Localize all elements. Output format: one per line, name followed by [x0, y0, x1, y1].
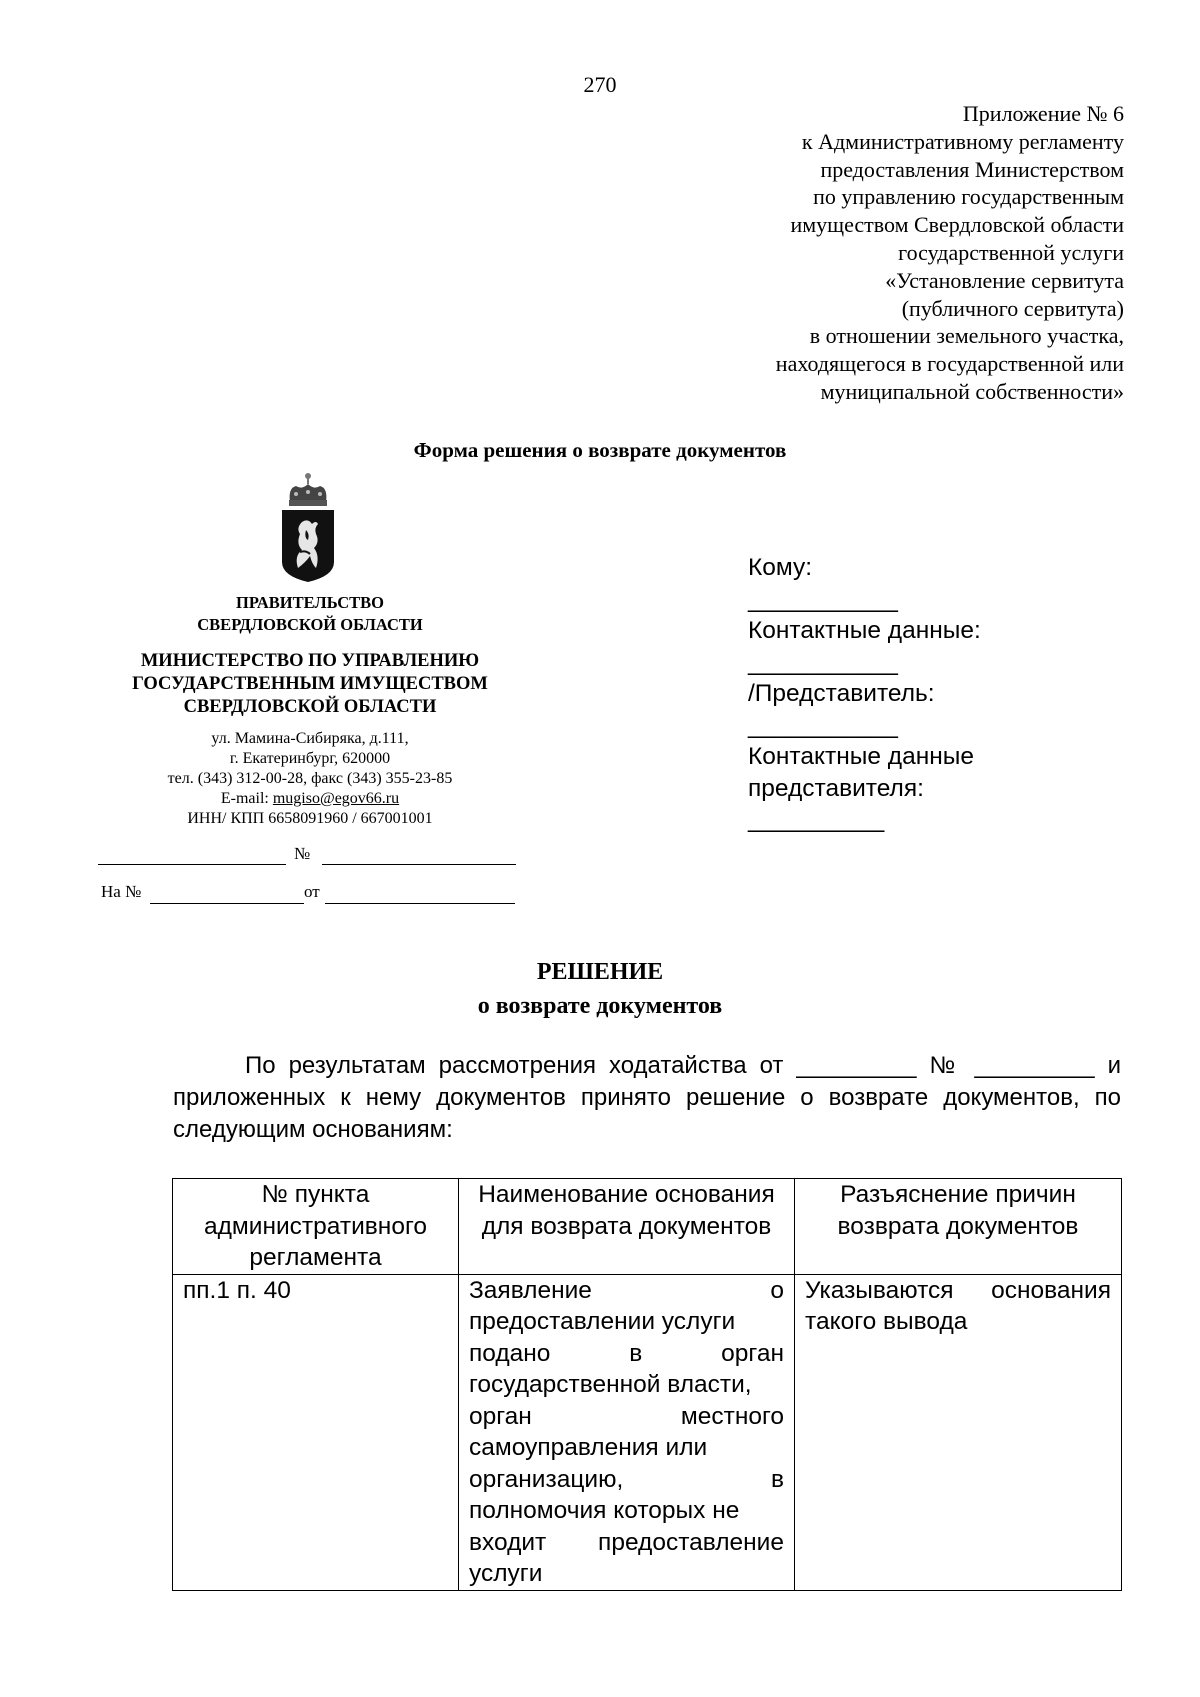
email-label: E-mail: [220, 790, 273, 807]
appendix-line: «Установление сервитута [885, 267, 1124, 293]
reference-line [101, 882, 515, 906]
registration-number-line [98, 844, 516, 868]
email-line [85, 789, 535, 809]
reference-number-blank [150, 903, 304, 904]
reason-line: предоставлении услуги [469, 1308, 736, 1335]
address-line: г. Екатеринбург, 620000 [229, 750, 391, 767]
appendix-line: Приложение № 6 [962, 101, 1124, 126]
recipient-label: Кому: [748, 554, 813, 581]
reason-line: орган местного [469, 1402, 784, 1430]
appendix-line: предоставления Министерством [820, 156, 1124, 182]
explanation-cell [795, 1274, 1122, 1590]
government-name [85, 592, 535, 636]
phone-line: тел. (343) 312-00-28, факс (343) 355-23-85 [167, 770, 453, 787]
column-header: Наименование основания для возврата документов [459, 1179, 795, 1275]
contact-label: Контактные данные: [748, 617, 981, 644]
government-line: СВЕРДЛОВСКОЙ ОБЛАСТИ [197, 615, 423, 634]
recipient-blank: ___________ [748, 585, 898, 613]
column-header: № пункта административного регламента [173, 1179, 459, 1275]
email-link[interactable]: mugiso@egov66.ru [272, 790, 400, 807]
appendix-line: муниципальной собственности» [820, 378, 1124, 404]
inn-line: ИНН/ КПП 6658091960 / 667001001 [187, 810, 433, 827]
reason-line: полномочия которых не [469, 1497, 740, 1524]
contact-details [85, 729, 535, 829]
reference-date-blank [325, 903, 515, 904]
appendix-line: по управлению государственным [813, 184, 1124, 210]
representative-contact-blank: __________ [748, 806, 885, 833]
column-header: Разъяснение причин возврата документов [795, 1179, 1122, 1275]
reason-line: подано в орган [469, 1339, 784, 1367]
reason-line: государственной власти, [469, 1371, 752, 1398]
representative-contact-label: Контактные данные [748, 743, 975, 770]
contact-blank: ___________ [748, 648, 898, 676]
appendix-line: к Административному регламенту [801, 128, 1124, 154]
reason-line: входит предоставление [469, 1528, 784, 1556]
representative-blank: ___________ [748, 711, 898, 739]
page-number: 270 [583, 72, 617, 97]
table-row [173, 1274, 1122, 1590]
address-line: ул. Мамина-Сибиряка, д.111, [211, 730, 409, 747]
ministry-line: МИНИСТЕРСТВО ПО УПРАВЛЕНИЮ [140, 651, 480, 671]
reason-line: услуги [469, 1560, 543, 1587]
decision-heading [0, 955, 1200, 1023]
ministry-line: ГОСУДАРСТВЕННЫМ ИМУЩЕСТВОМ [132, 674, 488, 694]
reference-label: На № [101, 882, 142, 901]
reason-cell [459, 1274, 795, 1590]
date-blank [98, 864, 286, 865]
appendix-line: государственной услуги [898, 239, 1124, 265]
coat-of-arms-icon [276, 472, 340, 584]
decision-title: РЕШЕНИЕ [536, 959, 664, 985]
appendix-line: в отношении земельного участка, [809, 323, 1124, 349]
ministry-name [85, 650, 535, 719]
reference-from-label: от [304, 882, 320, 901]
representative-label: /Представитель: [748, 680, 935, 707]
government-line: ПРАВИТЕЛЬСТВО [236, 593, 384, 612]
reason-line: организацию, в [469, 1465, 784, 1493]
number-sign: № [294, 844, 311, 863]
appendix-line: находящегося в государственной или [775, 351, 1124, 377]
item-cell: пп.1 п. 40 [173, 1274, 459, 1590]
appendix-line: (публичного сервитута) [901, 295, 1124, 321]
appendix-block [524, 100, 1124, 406]
table-header-row [173, 1179, 1122, 1275]
recipient-block [748, 552, 981, 836]
explanation-line: Указываются основания [805, 1276, 1111, 1304]
ministry-line: СВЕРДЛОВСКОЙ ОБЛАСТИ [183, 697, 437, 717]
reasons-table [172, 1178, 1122, 1591]
sender-block [85, 592, 535, 829]
number-blank [322, 864, 516, 865]
explanation-line: такого вывода [805, 1308, 968, 1335]
reason-line: самоуправления или [469, 1434, 708, 1461]
intro-paragraph: По результатам рассмотрения ходатайства от _________ № _________ и приложенных к нему документов принято решение о возврате документов, по следующим основаниям: [173, 1052, 1121, 1143]
form-title: Форма решения о возврате документов [413, 438, 787, 462]
appendix-line: имуществом Свердловской области [790, 212, 1124, 238]
reason-line: Заявление о [469, 1276, 784, 1304]
representative-contact-label: представителя: [748, 774, 924, 802]
decision-subtitle: о возврате документов [477, 993, 723, 1019]
